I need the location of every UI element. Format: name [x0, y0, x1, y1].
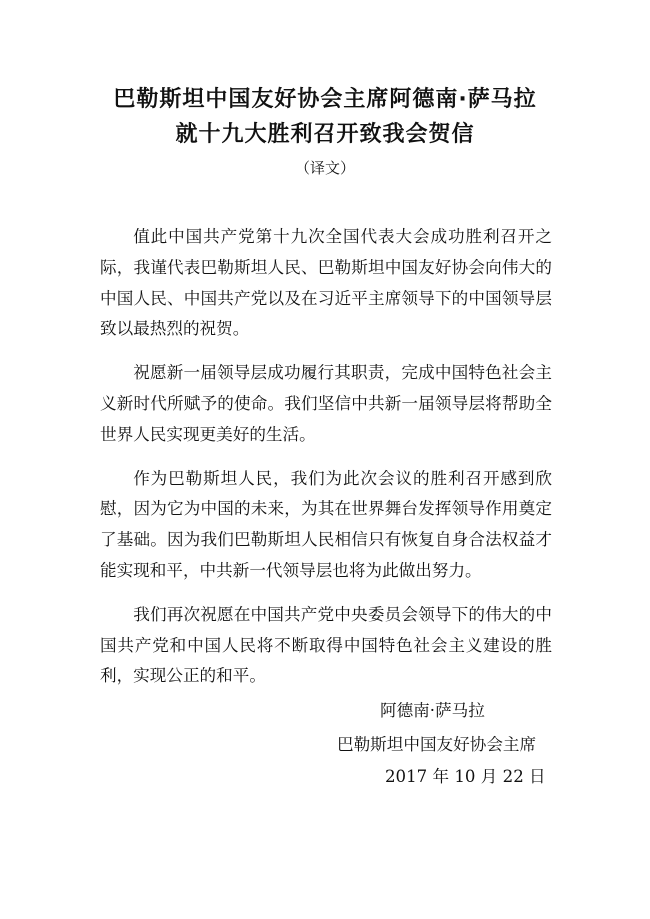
paragraph-2: 祝愿新一届领导层成功履行其职责，完成中国特色社会主义新时代所赋予的使命。我们坚信中共新一届领导层将帮助全世界人民实现更美好的生活。	[100, 363, 552, 444]
paragraph-4: 我们再次祝愿在中国共产党中央委员会领导下的伟大的中国共产党和中国人民将不断取得中国特色社会主义建设的胜利，实现公正的和平。	[100, 604, 552, 686]
paragraph-3: 作为巴勒斯坦人民，我们为此次会议的胜利召开感到欣慰，因为它为中国的未来，为其在世界舞台发挥领导作用奠定了基础。因为我们巴勒斯坦人民相信只有恢复自身合法权益才能实现和平，中共新一代领导层也将为此做出努力。	[100, 468, 552, 580]
letter-body	[100, 222, 552, 705]
title-line-2: 就十九大胜利召开致我会贺信	[175, 122, 475, 147]
paragraph-1: 值此中国共产党第十九次全国代表大会成功胜利召开之际，我谨代表巴勒斯坦人民、巴勒斯坦中国友好协会向伟大的中国人民、中国共产党以及在习近平主席领导下的中国领导层致以最热烈的祝贺。	[100, 227, 552, 339]
signature-position: 巴勒斯坦中国友好协会主席	[337, 735, 537, 754]
translation-note: （译文）	[294, 159, 355, 177]
signature-name: 阿德南·萨马拉	[380, 701, 485, 720]
signature-date: 2017 年 10 月 22 日	[385, 767, 546, 786]
title-line-1: 巴勒斯坦中国友好协会主席阿德南·萨马拉	[113, 87, 537, 112]
